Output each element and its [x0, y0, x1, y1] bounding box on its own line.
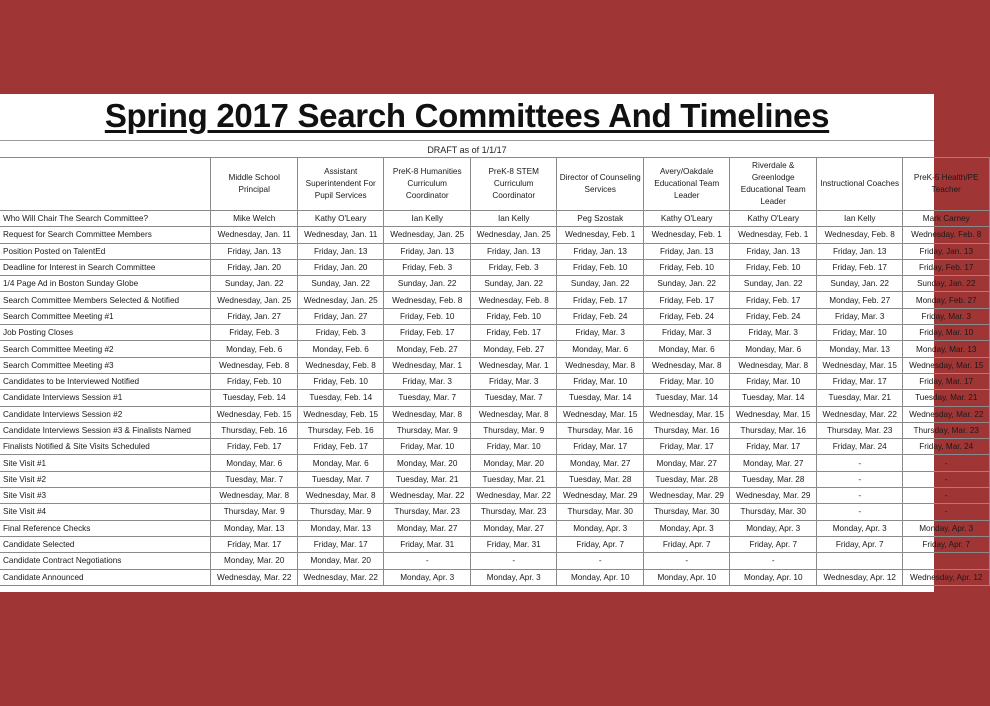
table-cell: Monday, Apr. 10	[730, 569, 817, 585]
table-cell: Friday, Feb. 17	[643, 292, 730, 308]
row-label: Candidate Interviews Session #3 & Finalists Named	[0, 422, 211, 438]
table-cell: Tuesday, Mar. 14	[643, 390, 730, 406]
table-cell: Friday, Feb. 17	[730, 292, 817, 308]
table-cell: Mark Carney	[903, 211, 990, 227]
table-cell: Wednesday, Mar. 22	[211, 569, 298, 585]
table-cell: Friday, Mar. 10	[557, 373, 644, 389]
table-cell: Wednesday, Feb. 1	[557, 227, 644, 243]
row-label: Candidates to be Interviewed Notified	[0, 373, 211, 389]
table-cell: -	[903, 504, 990, 520]
table-cell: Tuesday, Mar. 7	[470, 390, 557, 406]
row-label: Candidate Contract Negotiations	[0, 553, 211, 569]
table-cell: Wednesday, Jan. 25	[297, 292, 384, 308]
table-cell: Friday, Mar. 17	[211, 536, 298, 552]
table-cell: Wednesday, Mar. 29	[730, 488, 817, 504]
table-cell: Sunday, Jan. 22	[211, 276, 298, 292]
row-label: Request for Search Committee Members	[0, 227, 211, 243]
table-cell: Thursday, Mar. 30	[557, 504, 644, 520]
table-cell: Tuesday, Mar. 21	[384, 471, 471, 487]
column-header: Instructional Coaches	[816, 158, 903, 211]
table-cell: Wednesday, Jan. 25	[211, 292, 298, 308]
table-cell: Wednesday, Jan. 11	[297, 227, 384, 243]
table-cell: -	[816, 471, 903, 487]
table-cell: -	[816, 504, 903, 520]
table-cell: Wednesday, Mar. 15	[643, 406, 730, 422]
table-cell: Wednesday, Feb. 15	[211, 406, 298, 422]
table-row	[0, 471, 990, 487]
table-cell: Friday, Mar. 10	[730, 373, 817, 389]
table-cell: Monday, Mar. 27	[470, 520, 557, 536]
table-cell: Wednesday, Mar. 15	[903, 357, 990, 373]
table-cell: Friday, Jan. 13	[643, 243, 730, 259]
row-label: Candidate Selected	[0, 536, 211, 552]
table-header-row	[0, 158, 990, 211]
table-cell: Monday, Mar. 27	[643, 455, 730, 471]
table-cell: Sunday, Jan. 22	[816, 276, 903, 292]
table-row	[0, 308, 990, 324]
table-cell: Wednesday, Mar. 15	[557, 406, 644, 422]
table-cell: Friday, Feb. 17	[211, 439, 298, 455]
table-cell: Sunday, Jan. 22	[297, 276, 384, 292]
table-cell: Wednesday, Feb. 8	[903, 227, 990, 243]
table-row	[0, 406, 990, 422]
table-row	[0, 553, 990, 569]
row-label: Site Visit #1	[0, 455, 211, 471]
table-cell: Friday, Jan. 13	[470, 243, 557, 259]
table-cell: Tuesday, Mar. 7	[297, 471, 384, 487]
table-cell: Friday, Feb. 10	[557, 259, 644, 275]
table-cell: Friday, Mar. 3	[730, 325, 817, 341]
table-cell: Sunday, Jan. 22	[557, 276, 644, 292]
column-header: PreK-8 STEM Curriculum Coordinator	[470, 158, 557, 211]
table-cell: Friday, Feb. 10	[297, 373, 384, 389]
table-cell	[903, 553, 990, 569]
table-cell: Friday, Jan. 13	[297, 243, 384, 259]
table-cell: Friday, Jan. 20	[297, 259, 384, 275]
table-row	[0, 211, 990, 227]
table-row	[0, 504, 990, 520]
table-cell: Friday, Apr. 7	[903, 536, 990, 552]
table-cell: Monday, Mar. 20	[384, 455, 471, 471]
row-label: Search Committee Members Selected & Notified	[0, 292, 211, 308]
table-cell: Friday, Mar. 3	[816, 308, 903, 324]
table-cell: Monday, Apr. 3	[730, 520, 817, 536]
table-cell: Kathy O'Leary	[643, 211, 730, 227]
table-cell: Monday, Apr. 10	[643, 569, 730, 585]
table-cell: Wednesday, Mar. 8	[470, 406, 557, 422]
table-cell: Sunday, Jan. 22	[384, 276, 471, 292]
row-label: Site Visit #4	[0, 504, 211, 520]
table-row	[0, 325, 990, 341]
table-cell: Wednesday, Mar. 8	[643, 357, 730, 373]
table-cell: Thursday, Mar. 30	[730, 504, 817, 520]
table-cell: Tuesday, Feb. 14	[297, 390, 384, 406]
column-header: PreK-5 Health/PE Teacher	[903, 158, 990, 211]
table-cell: Thursday, Mar. 23	[470, 504, 557, 520]
table-cell: Friday, Mar. 10	[816, 325, 903, 341]
row-label: Search Committee Meeting #1	[0, 308, 211, 324]
row-label: Candidate Interviews Session #2	[0, 406, 211, 422]
table-cell: Friday, Mar. 10	[384, 439, 471, 455]
table-cell: Friday, Mar. 24	[903, 439, 990, 455]
table-cell: Tuesday, Mar. 28	[643, 471, 730, 487]
table-row	[0, 422, 990, 438]
table-cell: Tuesday, Feb. 14	[211, 390, 298, 406]
table-cell: Friday, Feb. 10	[384, 308, 471, 324]
top-banner	[0, 0, 934, 94]
table-cell: -	[470, 553, 557, 569]
table-cell: -	[903, 455, 990, 471]
table-cell: Thursday, Mar. 9	[470, 422, 557, 438]
bottom-banner	[0, 592, 934, 706]
table-cell: Wednesday, Mar. 22	[297, 569, 384, 585]
table-cell: Friday, Apr. 7	[643, 536, 730, 552]
table-cell: Monday, Mar. 6	[643, 341, 730, 357]
table-cell: -	[903, 488, 990, 504]
table-cell: -	[557, 553, 644, 569]
table-cell: Thursday, Mar. 9	[211, 504, 298, 520]
table-cell: Monday, Apr. 3	[470, 569, 557, 585]
table-cell: -	[816, 488, 903, 504]
table-cell: -	[730, 553, 817, 569]
table-cell: Friday, Mar. 3	[384, 373, 471, 389]
table-cell: Wednesday, Feb. 1	[730, 227, 817, 243]
table-cell: Monday, Mar. 13	[816, 341, 903, 357]
table-cell: Thursday, Mar. 23	[816, 422, 903, 438]
table-cell: Wednesday, Feb. 8	[816, 227, 903, 243]
table-cell: Monday, Apr. 3	[816, 520, 903, 536]
table-cell: Friday, Apr. 7	[816, 536, 903, 552]
row-label: Position Posted on TalentEd	[0, 243, 211, 259]
table-cell: Monday, Apr. 10	[557, 569, 644, 585]
table-cell: Wednesday, Mar. 22	[903, 406, 990, 422]
column-header: PreK-8 Humanities Curriculum Coordinator	[384, 158, 471, 211]
row-label: Deadline for Interest in Search Committee	[0, 259, 211, 275]
table-cell: Thursday, Feb. 16	[211, 422, 298, 438]
table-cell: Monday, Mar. 20	[211, 553, 298, 569]
header-corner-cell	[0, 158, 211, 211]
table-cell: Tuesday, Mar. 14	[557, 390, 644, 406]
table-cell: Wednesday, Jan. 25	[384, 227, 471, 243]
table-cell: Wednesday, Mar. 15	[730, 406, 817, 422]
table-cell: Sunday, Jan. 22	[470, 276, 557, 292]
table-row	[0, 439, 990, 455]
table-cell: Friday, Jan. 13	[730, 243, 817, 259]
table-cell: Friday, Mar. 3	[470, 373, 557, 389]
row-label: Candidate Interviews Session #1	[0, 390, 211, 406]
table-cell: Friday, Jan. 13	[903, 243, 990, 259]
table-cell: Friday, Mar. 17	[730, 439, 817, 455]
table-row	[0, 455, 990, 471]
table-cell: Monday, Mar. 6	[211, 455, 298, 471]
table-cell: Friday, Feb. 10	[643, 259, 730, 275]
table-cell: Wednesday, Feb. 8	[297, 357, 384, 373]
table-cell: Monday, Feb. 27	[816, 292, 903, 308]
table-cell: -	[903, 471, 990, 487]
table-cell: Wednesday, Mar. 8	[297, 488, 384, 504]
table-cell: Friday, Jan. 27	[211, 308, 298, 324]
table-row	[0, 569, 990, 585]
table-cell: Monday, Mar. 20	[470, 455, 557, 471]
table-row	[0, 390, 990, 406]
table-cell: Tuesday, Mar. 7	[211, 471, 298, 487]
table-cell: Tuesday, Mar. 7	[384, 390, 471, 406]
table-cell: Monday, Feb. 6	[211, 341, 298, 357]
table-cell: Peg Szostak	[557, 211, 644, 227]
table-cell: Monday, Mar. 13	[297, 520, 384, 536]
table-cell: Friday, Mar. 24	[816, 439, 903, 455]
table-cell: Friday, Mar. 17	[643, 439, 730, 455]
table-row	[0, 488, 990, 504]
title-divider	[0, 140, 934, 141]
table-cell: Wednesday, Jan. 25	[470, 227, 557, 243]
table-cell: Wednesday, Mar. 8	[557, 357, 644, 373]
row-label: Search Committee Meeting #2	[0, 341, 211, 357]
table-cell: Wednesday, Mar. 15	[816, 357, 903, 373]
table-cell: Friday, Apr. 7	[730, 536, 817, 552]
page-title: Spring 2017 Search Committees And Timelines	[104, 97, 830, 134]
table-cell: Ian Kelly	[816, 211, 903, 227]
row-label: Job Posting Closes	[0, 325, 211, 341]
table-cell: Sunday, Jan. 22	[903, 276, 990, 292]
table-cell: Wednesday, Jan. 11	[211, 227, 298, 243]
table-cell: Monday, Mar. 27	[557, 455, 644, 471]
column-header: Middle School Principal	[211, 158, 298, 211]
table-cell: Thursday, Mar. 16	[730, 422, 817, 438]
table-row	[0, 243, 990, 259]
table-cell: Wednesday, Mar. 22	[470, 488, 557, 504]
table-cell: Friday, Mar. 17	[557, 439, 644, 455]
table-cell: Sunday, Jan. 22	[730, 276, 817, 292]
table-cell: Friday, Jan. 13	[384, 243, 471, 259]
table-row	[0, 357, 990, 373]
table-cell: Monday, Mar. 6	[730, 341, 817, 357]
table-cell: Friday, Feb. 3	[211, 325, 298, 341]
table-cell: Tuesday, Mar. 28	[557, 471, 644, 487]
table-cell: Monday, Feb. 27	[384, 341, 471, 357]
table-cell: Monday, Mar. 13	[211, 520, 298, 536]
table-cell: Thursday, Mar. 23	[384, 504, 471, 520]
table-cell: Wednesday, Mar. 29	[557, 488, 644, 504]
table-cell: Thursday, Mar. 30	[643, 504, 730, 520]
table-cell: Friday, Feb. 17	[297, 439, 384, 455]
table-cell: Monday, Apr. 3	[557, 520, 644, 536]
row-label: Site Visit #3	[0, 488, 211, 504]
table-row	[0, 259, 990, 275]
table-cell: Mike Welch	[211, 211, 298, 227]
table-cell: Tuesday, Mar. 21	[903, 390, 990, 406]
table-cell: Friday, Mar. 10	[903, 325, 990, 341]
table-cell: Thursday, Feb. 16	[297, 422, 384, 438]
table-cell: Wednesday, Mar. 8	[211, 488, 298, 504]
table-cell: Friday, Jan. 13	[211, 243, 298, 259]
table-cell: Ian Kelly	[384, 211, 471, 227]
table-cell: Monday, Apr. 3	[643, 520, 730, 536]
table-cell: Thursday, Mar. 16	[557, 422, 644, 438]
table-cell: Friday, Mar. 3	[557, 325, 644, 341]
table-cell: Friday, Jan. 27	[297, 308, 384, 324]
table-cell: Friday, Feb. 10	[211, 373, 298, 389]
table-row	[0, 536, 990, 552]
table-cell: Wednesday, Feb. 8	[211, 357, 298, 373]
table-row	[0, 227, 990, 243]
table-cell: Kathy O'Leary	[730, 211, 817, 227]
table-cell: Friday, Feb. 17	[384, 325, 471, 341]
column-header: Assistant Superintendent For Pupil Services	[297, 158, 384, 211]
table-cell: Friday, Mar. 17	[816, 373, 903, 389]
table-cell: Wednesday, Feb. 8	[384, 292, 471, 308]
draft-date-subtitle: DRAFT as of 1/1/17	[427, 145, 507, 155]
table-cell: Friday, Mar. 31	[470, 536, 557, 552]
table-cell: -	[643, 553, 730, 569]
row-label: Final Reference Checks	[0, 520, 211, 536]
timeline-table	[0, 157, 990, 586]
table-cell: Tuesday, Mar. 21	[816, 390, 903, 406]
table-cell: Kathy O'Leary	[297, 211, 384, 227]
table-cell: Friday, Feb. 24	[643, 308, 730, 324]
table-body	[0, 211, 990, 586]
table-row	[0, 520, 990, 536]
column-header: Avery/Oakdale Educational Team Leader	[643, 158, 730, 211]
table-cell: Monday, Mar. 27	[730, 455, 817, 471]
row-label: Site Visit #2	[0, 471, 211, 487]
table-cell: Friday, Feb. 3	[384, 259, 471, 275]
table-cell: Monday, Mar. 6	[297, 455, 384, 471]
row-label: Who Will Chair The Search Committee?	[0, 211, 211, 227]
table-cell: Friday, Feb. 10	[470, 308, 557, 324]
table-cell: Wednesday, Mar. 22	[384, 488, 471, 504]
table-cell: Monday, Feb. 27	[903, 292, 990, 308]
table-cell: Monday, Feb. 27	[470, 341, 557, 357]
table-cell: Thursday, Mar. 9	[384, 422, 471, 438]
table-cell: Monday, Apr. 3	[384, 569, 471, 585]
table-cell: Friday, Feb. 17	[470, 325, 557, 341]
table-cell: Thursday, Mar. 16	[643, 422, 730, 438]
table-cell: Tuesday, Mar. 28	[730, 471, 817, 487]
table-cell: Wednesday, Mar. 22	[816, 406, 903, 422]
row-label: Candidate Announced	[0, 569, 211, 585]
table-cell: Friday, Feb. 3	[470, 259, 557, 275]
table-row	[0, 276, 990, 292]
row-label: Finalists Notified & Site Visits Scheduled	[0, 439, 211, 455]
table-cell: Wednesday, Mar. 8	[384, 406, 471, 422]
table-cell: Monday, Mar. 13	[903, 341, 990, 357]
table-cell: Friday, Mar. 10	[643, 373, 730, 389]
table-cell: Friday, Feb. 24	[557, 308, 644, 324]
table-row	[0, 373, 990, 389]
table-cell: Friday, Jan. 13	[816, 243, 903, 259]
table-cell: Friday, Mar. 10	[470, 439, 557, 455]
table-cell: Sunday, Jan. 22	[643, 276, 730, 292]
table-cell: Monday, Feb. 6	[297, 341, 384, 357]
column-header: Director of Counseling Services	[557, 158, 644, 211]
table-cell: Tuesday, Mar. 14	[730, 390, 817, 406]
table-cell: Ian Kelly	[470, 211, 557, 227]
table-cell: Thursday, Mar. 9	[297, 504, 384, 520]
table-cell: Friday, Feb. 17	[903, 259, 990, 275]
table-cell: Friday, Mar. 3	[903, 308, 990, 324]
column-header: Riverdale & Greenlodge Educational Team Leader	[730, 158, 817, 211]
table-row	[0, 292, 990, 308]
row-label: 1/4 Page Ad in Boston Sunday Globe	[0, 276, 211, 292]
table-cell: Tuesday, Mar. 21	[470, 471, 557, 487]
table-cell: Friday, Mar. 17	[297, 536, 384, 552]
table-cell: Friday, Feb. 3	[297, 325, 384, 341]
table-cell: Friday, Apr. 7	[557, 536, 644, 552]
table-cell: Friday, Mar. 31	[384, 536, 471, 552]
table-cell: Wednesday, Mar. 1	[384, 357, 471, 373]
table-cell: -	[816, 455, 903, 471]
table-cell: Wednesday, Feb. 8	[470, 292, 557, 308]
spreadsheet-sheet	[0, 94, 984, 592]
table-cell: Monday, Mar. 6	[557, 341, 644, 357]
table-cell: Wednesday, Apr. 12	[903, 569, 990, 585]
table-cell: -	[384, 553, 471, 569]
table-cell: Friday, Mar. 3	[643, 325, 730, 341]
table-cell: Monday, Mar. 20	[297, 553, 384, 569]
table-cell: Wednesday, Mar. 1	[470, 357, 557, 373]
table-row	[0, 341, 990, 357]
table-cell: Wednesday, Feb. 15	[297, 406, 384, 422]
table-cell: Monday, Apr. 3	[903, 520, 990, 536]
table-cell: Monday, Mar. 27	[384, 520, 471, 536]
table-cell: Friday, Jan. 20	[211, 259, 298, 275]
table-cell	[816, 553, 903, 569]
table-cell: Wednesday, Feb. 1	[643, 227, 730, 243]
table-cell: Friday, Feb. 17	[557, 292, 644, 308]
table-cell: Friday, Jan. 13	[557, 243, 644, 259]
table-cell: Wednesday, Mar. 8	[730, 357, 817, 373]
table-cell: Wednesday, Mar. 29	[643, 488, 730, 504]
table-cell: Thursday, Mar. 23	[903, 422, 990, 438]
table-cell: Wednesday, Apr. 12	[816, 569, 903, 585]
table-cell: Friday, Mar. 17	[903, 373, 990, 389]
table-cell: Friday, Feb. 10	[730, 259, 817, 275]
table-cell: Friday, Feb. 24	[730, 308, 817, 324]
table-cell: Friday, Feb. 17	[816, 259, 903, 275]
row-label: Search Committee Meeting #3	[0, 357, 211, 373]
